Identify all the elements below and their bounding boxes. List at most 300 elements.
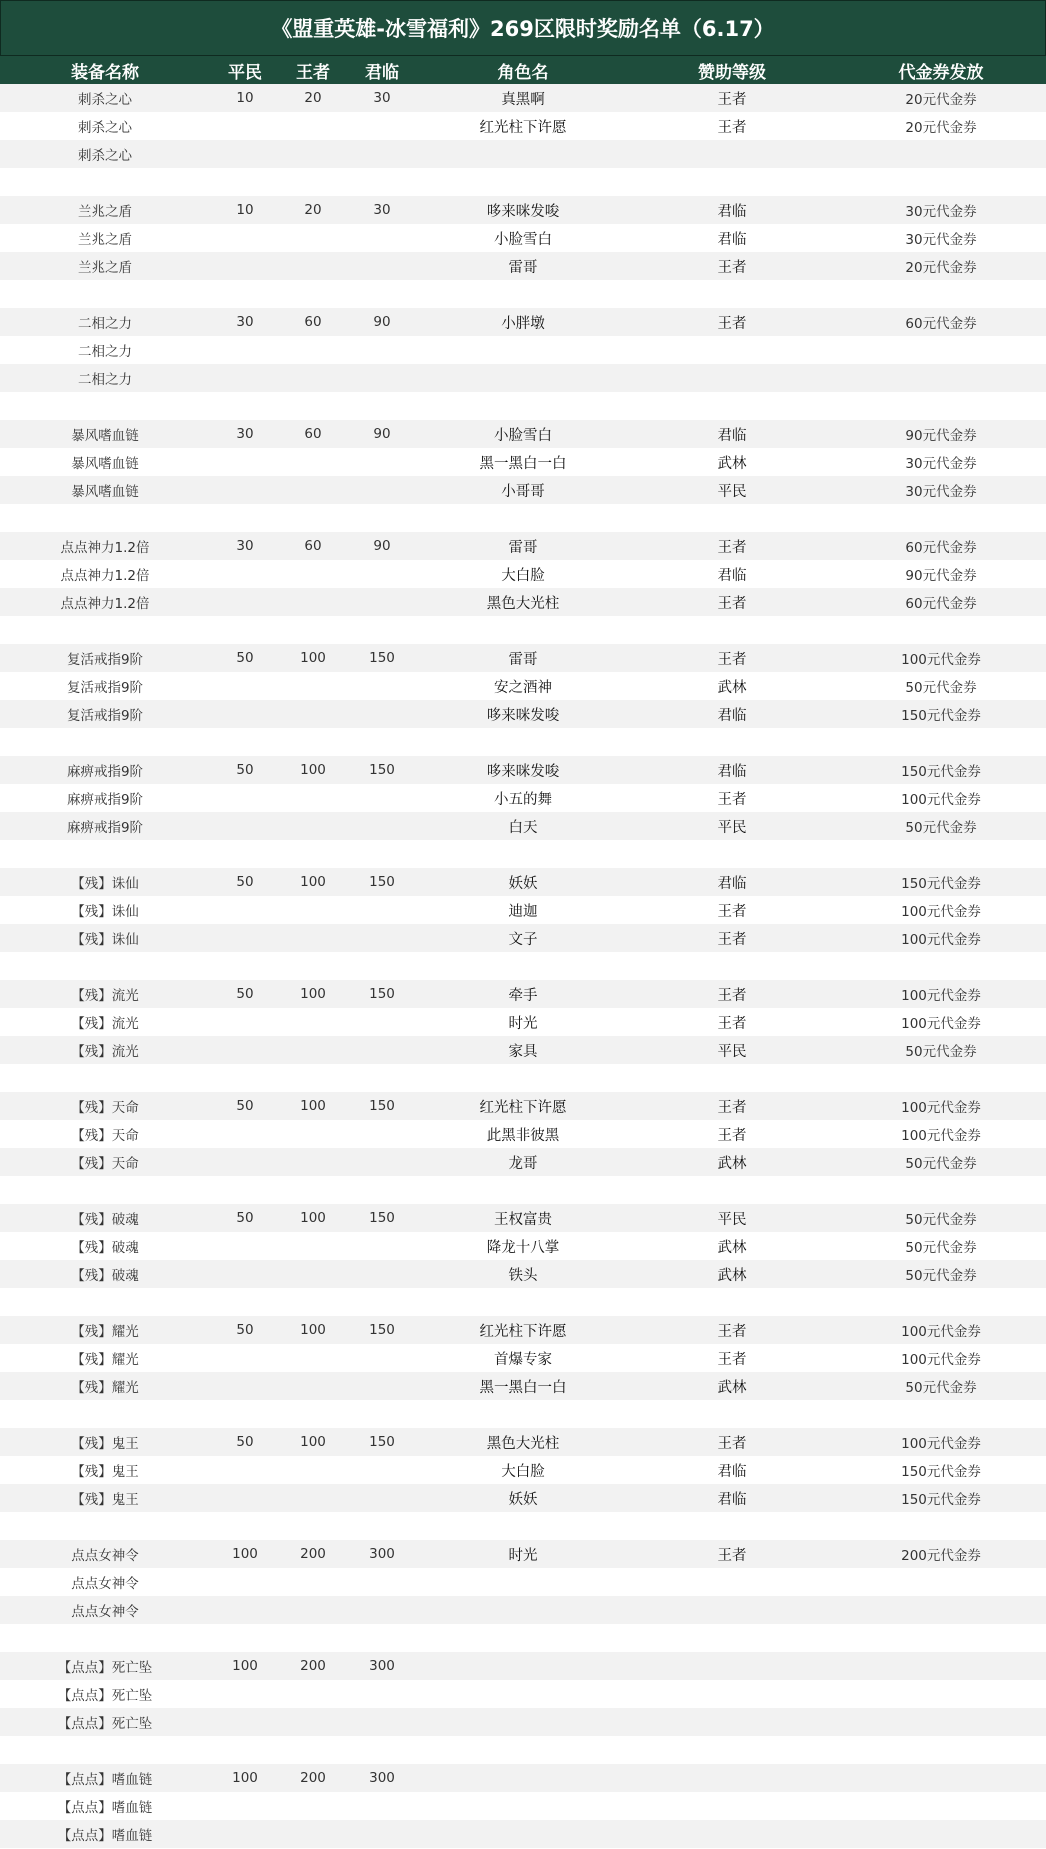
item-name-cell: 暴风嗜血链 [71,428,139,444]
role-name-cell [418,1764,628,1792]
role-name-cell: 龙哥 [508,1155,538,1172]
item-name-cell: 【点点】嗜血链 [57,1772,153,1788]
item-name-cell [0,840,210,868]
junlin-cell [346,1820,418,1848]
pingmin-cell [210,672,280,700]
sponsor-level-cell [628,140,836,168]
sponsor-level-cell: 君临 [717,231,747,248]
wangzhe-cell [280,672,346,700]
item-name-cell: 二相之力 [78,372,132,388]
junlin-cell [346,112,418,140]
voucher-cell [836,952,1046,980]
voucher-cell: 100元代金券 [901,1324,981,1340]
item-name-cell [0,616,210,644]
junlin-cell [346,1036,418,1064]
wangzhe-cell [280,952,346,980]
pingmin-cell [210,140,280,168]
wangzhe-cell [280,1400,346,1428]
wangzhe-cell [280,280,346,308]
voucher-cell [836,1764,1046,1792]
wangzhe-cell [280,392,346,420]
item-name-cell: 【残】破魂 [71,1240,139,1256]
role-name-cell: 安之酒神 [494,679,552,696]
sponsor-level-cell: 王者 [717,259,747,276]
sponsor-level-cell [628,952,836,980]
pingmin-cell [210,1344,280,1372]
pingmin-cell [210,1596,280,1624]
table-row [0,392,1046,420]
role-name-cell [418,1708,628,1736]
sponsor-level-cell: 王者 [717,1435,747,1452]
header-role-name: 角色名 [497,62,549,83]
item-name-cell: 【残】破魂 [71,1268,139,1284]
table-row [0,644,1046,672]
role-name-cell: 小哥哥 [501,483,545,500]
wangzhe-cell [280,1288,346,1316]
voucher-cell [836,1736,1046,1764]
pingmin-cell [210,700,280,728]
junlin-cell [346,588,418,616]
junlin-cell [346,616,418,644]
wangzhe-cell [280,616,346,644]
voucher-cell [836,1624,1046,1652]
pingmin-cell [210,784,280,812]
voucher-cell: 100元代金券 [901,904,981,920]
junlin-cell [346,224,418,252]
junlin-cell: 150 [369,874,395,890]
junlin-cell [346,896,418,924]
role-name-cell: 文子 [508,931,538,948]
sponsor-level-cell [628,392,836,420]
voucher-cell [836,616,1046,644]
table-row [0,1316,1046,1344]
item-name-cell: 【残】鬼王 [71,1436,139,1452]
wangzhe-cell: 100 [300,986,326,1002]
pingmin-cell [210,896,280,924]
table-row [0,560,1046,588]
voucher-cell: 50元代金券 [905,680,977,696]
junlin-cell: 150 [369,1434,395,1450]
wangzhe-cell [280,560,346,588]
pingmin-cell [210,168,280,196]
wangzhe-cell [280,252,346,280]
pingmin-cell: 10 [236,202,254,218]
role-name-cell: 小五的舞 [494,791,552,808]
role-name-cell: 红光柱下许愿 [479,1323,567,1340]
table-row [0,168,1046,196]
wangzhe-cell: 200 [300,1546,326,1562]
pingmin-cell [210,616,280,644]
junlin-cell [346,840,418,868]
junlin-cell [346,672,418,700]
sponsor-level-cell: 王者 [717,651,747,668]
voucher-cell [836,1512,1046,1540]
role-name-cell: 哆来咪发唆 [486,707,560,724]
role-name-cell: 哆来咪发唆 [486,763,560,780]
junlin-cell: 300 [369,1770,395,1786]
item-name-cell: 【残】耀光 [71,1324,139,1340]
sponsor-level-cell [628,336,836,364]
table-row [0,588,1046,616]
pingmin-cell: 50 [236,1322,254,1338]
pingmin-cell: 50 [236,1098,254,1114]
wangzhe-cell [280,112,346,140]
junlin-cell [346,1512,418,1540]
junlin-cell [346,1176,418,1204]
pingmin-cell [210,1820,280,1848]
role-name-cell: 小脸雪白 [494,427,552,444]
item-name-cell: 复活戒指9阶 [66,652,144,668]
wangzhe-cell [280,1176,346,1204]
junlin-cell: 150 [369,762,395,778]
sponsor-level-cell: 王者 [717,1323,747,1340]
table-row [0,1792,1046,1820]
item-name-cell: 【点点】嗜血链 [57,1800,153,1816]
voucher-cell: 50元代金券 [905,1156,977,1172]
wangzhe-cell [280,336,346,364]
sponsor-level-cell: 武林 [717,679,747,696]
junlin-cell: 150 [369,650,395,666]
sponsor-level-cell: 君临 [717,1463,747,1480]
item-name-cell: 麻痹戒指9阶 [66,764,144,780]
item-name-cell: 点点神力1.2倍 [60,596,150,612]
pingmin-cell [210,1512,280,1540]
item-name-cell [0,1176,210,1204]
pingmin-cell: 50 [236,762,254,778]
wangzhe-cell [280,504,346,532]
pingmin-cell [210,952,280,980]
junlin-cell [346,700,418,728]
role-name-cell [418,728,628,756]
sponsor-level-cell: 君临 [717,763,747,780]
header-wangzhe: 王者 [296,62,330,83]
item-name-cell [0,392,210,420]
junlin-cell [346,1736,418,1764]
sponsor-level-cell: 王者 [717,791,747,808]
wangzhe-cell [280,1148,346,1176]
voucher-cell [836,504,1046,532]
sponsor-level-cell: 王者 [717,1127,747,1144]
voucher-cell: 150元代金券 [901,708,981,724]
pingmin-cell [210,1036,280,1064]
wangzhe-cell [280,1260,346,1288]
voucher-cell: 50元代金券 [905,1268,977,1284]
voucher-cell: 50元代金券 [905,1380,977,1396]
sponsor-level-cell: 君临 [717,707,747,724]
role-name-cell [418,1596,628,1624]
role-name-cell [418,1568,628,1596]
role-name-cell: 雷哥 [508,651,538,668]
table-row [0,1484,1046,1512]
wangzhe-cell [280,224,346,252]
sponsor-level-cell: 王者 [717,903,747,920]
pingmin-cell [210,364,280,392]
junlin-cell [346,140,418,168]
sponsor-level-cell [628,504,836,532]
voucher-cell: 60元代金券 [905,316,977,332]
junlin-cell: 300 [369,1546,395,1562]
table-row [0,840,1046,868]
junlin-cell [346,1484,418,1512]
item-name-cell [0,168,210,196]
role-name-cell: 此黑非彼黑 [486,1127,560,1144]
wangzhe-cell [280,1624,346,1652]
item-name-cell [0,1512,210,1540]
sponsor-level-cell [628,1736,836,1764]
wangzhe-cell: 20 [304,90,322,106]
item-name-cell: 【残】流光 [71,1016,139,1032]
wangzhe-cell: 60 [304,426,322,442]
junlin-cell: 150 [369,1322,395,1338]
junlin-cell [346,1624,418,1652]
table-row [0,1176,1046,1204]
junlin-cell [346,252,418,280]
wangzhe-cell [280,896,346,924]
wangzhe-cell [280,1512,346,1540]
junlin-cell [346,1708,418,1736]
pingmin-cell: 100 [232,1658,258,1674]
voucher-cell [836,1064,1046,1092]
sponsor-level-cell [628,1680,836,1708]
role-name-cell [418,616,628,644]
junlin-cell [346,1260,418,1288]
junlin-cell [346,560,418,588]
junlin-cell [346,280,418,308]
sponsor-level-cell: 王者 [717,595,747,612]
sponsor-level-cell [628,840,836,868]
voucher-cell [836,1680,1046,1708]
table-row [0,616,1046,644]
pingmin-cell [210,1484,280,1512]
voucher-cell [836,140,1046,168]
table-row [0,1708,1046,1736]
pingmin-cell [210,476,280,504]
pingmin-cell [210,588,280,616]
wangzhe-cell [280,1680,346,1708]
junlin-cell: 150 [369,1098,395,1114]
sponsor-level-cell [628,1764,836,1792]
wangzhe-cell [280,1820,346,1848]
pingmin-cell: 50 [236,650,254,666]
voucher-cell: 100元代金券 [901,1352,981,1368]
item-name-cell: 麻痹戒指9阶 [66,820,144,836]
item-name-cell [0,1624,210,1652]
table-row [0,1652,1046,1680]
sponsor-level-cell [628,1288,836,1316]
table-row [0,784,1046,812]
role-name-cell [418,840,628,868]
voucher-cell: 100元代金券 [901,792,981,808]
item-name-cell: 暴风嗜血链 [71,456,139,472]
pingmin-cell: 30 [236,426,254,442]
item-name-cell [0,1064,210,1092]
sponsor-level-cell: 王者 [717,1099,747,1116]
pingmin-cell [210,392,280,420]
pingmin-cell [210,1260,280,1288]
voucher-cell: 100元代金券 [901,652,981,668]
sponsor-level-cell: 君临 [717,427,747,444]
header-pingmin: 平民 [228,62,262,83]
wangzhe-cell: 100 [300,1322,326,1338]
voucher-cell: 100元代金券 [901,1436,981,1452]
role-name-cell [418,504,628,532]
table-row [0,1064,1046,1092]
voucher-cell: 150元代金券 [901,1464,981,1480]
table-row [0,1092,1046,1120]
pingmin-cell: 100 [232,1546,258,1562]
table-row [0,1204,1046,1232]
junlin-cell: 90 [373,426,391,442]
role-name-cell [418,1820,628,1848]
sponsor-level-cell [628,168,836,196]
role-name-cell [418,1064,628,1092]
table-row [0,1232,1046,1260]
table-row [0,1288,1046,1316]
role-name-cell: 首爆专家 [494,1351,552,1368]
voucher-cell: 30元代金券 [905,232,977,248]
table-row [0,196,1046,224]
voucher-cell [836,1568,1046,1596]
junlin-cell: 150 [369,986,395,1002]
wangzhe-cell [280,476,346,504]
sponsor-level-cell: 君临 [717,1491,747,1508]
role-name-cell: 红光柱下许愿 [479,1099,567,1116]
pingmin-cell [210,252,280,280]
voucher-cell: 150元代金券 [901,876,981,892]
wangzhe-cell [280,1120,346,1148]
junlin-cell [346,1372,418,1400]
item-name-cell: 【点点】死亡坠 [57,1660,153,1676]
junlin-cell [346,1400,418,1428]
sponsor-level-cell [628,616,836,644]
header-item-name: 装备名称 [71,62,139,83]
table-row [0,1596,1046,1624]
wangzhe-cell [280,1036,346,1064]
table-row [0,924,1046,952]
sheet-title: 《盟重英雄-冰雪福利》269区限时奖励名单（6.17） [0,0,1046,56]
voucher-cell: 20元代金券 [905,92,977,108]
role-name-cell [418,1512,628,1540]
sponsor-level-cell: 王者 [717,1351,747,1368]
item-name-cell: 【残】天命 [71,1100,139,1116]
item-name-cell: 点点神力1.2倍 [60,540,150,556]
sponsor-level-cell [628,1568,836,1596]
voucher-cell [836,168,1046,196]
item-name-cell: 复活戒指9阶 [66,708,144,724]
wangzhe-cell [280,1064,346,1092]
role-name-cell [418,1736,628,1764]
role-name-cell [418,168,628,196]
wangzhe-cell [280,784,346,812]
table-row [0,1344,1046,1372]
wangzhe-cell [280,1596,346,1624]
junlin-cell [346,1568,418,1596]
sponsor-level-cell: 武林 [717,455,747,472]
role-name-cell: 大白脸 [501,1463,545,1480]
sponsor-level-cell [628,1652,836,1680]
item-name-cell: 兰兆之盾 [78,232,132,248]
sponsor-level-cell [628,364,836,392]
pingmin-cell [210,224,280,252]
sponsor-level-cell [628,1792,836,1820]
item-name-cell: 二相之力 [78,344,132,360]
table-row [0,420,1046,448]
pingmin-cell: 100 [232,1770,258,1786]
pingmin-cell: 30 [236,538,254,554]
voucher-cell: 200元代金券 [901,1548,981,1564]
table-row [0,308,1046,336]
header-junlin: 君临 [365,62,399,83]
item-name-cell: 兰兆之盾 [78,260,132,276]
sponsor-level-cell: 王者 [717,539,747,556]
item-name-cell: 【残】诛仙 [71,876,139,892]
table-row [0,224,1046,252]
table-row [0,448,1046,476]
pingmin-cell [210,1568,280,1596]
header-voucher: 代金券发放 [898,62,984,83]
item-name-cell [0,1288,210,1316]
pingmin-cell: 50 [236,1210,254,1226]
wangzhe-cell [280,1484,346,1512]
pingmin-cell [210,280,280,308]
sponsor-level-cell [628,1176,836,1204]
table-row [0,112,1046,140]
junlin-cell [346,1288,418,1316]
voucher-cell: 20元代金券 [905,260,977,276]
sponsor-level-cell: 平民 [717,1211,747,1228]
wangzhe-cell: 200 [300,1658,326,1674]
pingmin-cell [210,1372,280,1400]
sponsor-level-cell [628,1624,836,1652]
wangzhe-cell: 60 [304,314,322,330]
item-name-cell [0,952,210,980]
wangzhe-cell [280,1008,346,1036]
junlin-cell [346,1792,418,1820]
role-name-cell: 大白脸 [501,567,545,584]
table-row [0,532,1046,560]
table-row [0,252,1046,280]
sponsor-level-cell: 武林 [717,1379,747,1396]
role-name-cell: 时光 [508,1547,538,1564]
item-name-cell: 【点点】死亡坠 [57,1688,153,1704]
sponsor-level-cell [628,1708,836,1736]
pingmin-cell [210,1232,280,1260]
pingmin-cell [210,1120,280,1148]
pingmin-cell [210,1176,280,1204]
item-name-cell: 麻痹戒指9阶 [66,792,144,808]
table-row [0,1624,1046,1652]
voucher-cell [836,1792,1046,1820]
junlin-cell [346,1680,418,1708]
sponsor-level-cell: 君临 [717,567,747,584]
table-row [0,1456,1046,1484]
sponsor-level-cell: 王者 [717,119,747,136]
role-name-cell: 白天 [508,819,538,836]
voucher-cell: 100元代金券 [901,1016,981,1032]
voucher-cell [836,1652,1046,1680]
table-row [0,700,1046,728]
sponsor-level-cell: 王者 [717,91,747,108]
header-sponsor-level: 赞助等级 [698,62,766,83]
table-row [0,504,1046,532]
table-row [0,1428,1046,1456]
table-row [0,672,1046,700]
table-row [0,868,1046,896]
wangzhe-cell: 100 [300,1434,326,1450]
sponsor-level-cell: 武林 [717,1239,747,1256]
voucher-cell: 50元代金券 [905,820,977,836]
junlin-cell [346,784,418,812]
